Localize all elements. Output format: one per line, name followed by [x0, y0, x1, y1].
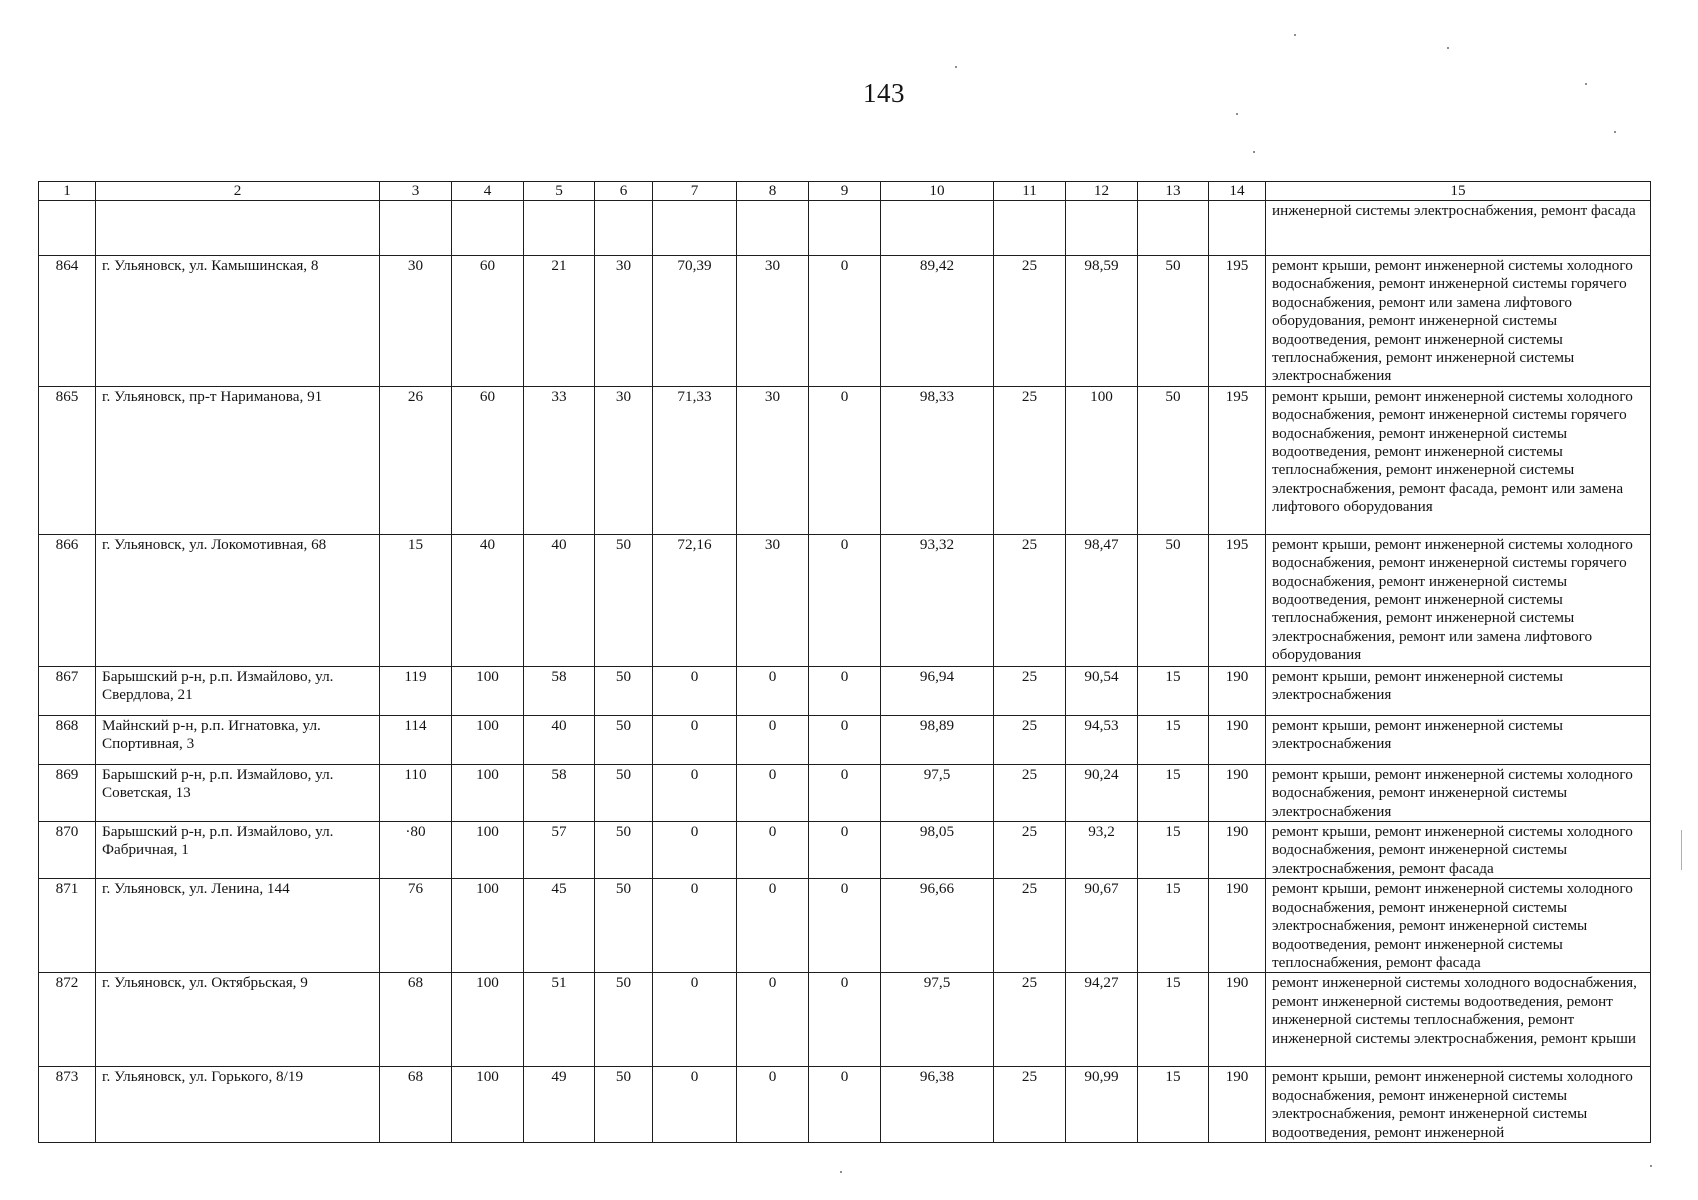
value-cell-c10: 98,89 [881, 715, 994, 764]
address-cell: г. Ульяновск, ул. Горького, 8/19 [96, 1067, 380, 1143]
value-cell-c14: 195 [1209, 256, 1266, 387]
works-list-cell: ремонт крыши, ремонт инженерной системы холодного водоснабжения, ремонт инженерной системы электроснабжения [1266, 764, 1651, 821]
value-cell-c12: 93,2 [1066, 822, 1138, 879]
value-cell-c3: 15 [380, 534, 452, 666]
value-cell-c9: 0 [809, 715, 881, 764]
value-cell-c14: 195 [1209, 534, 1266, 666]
value-cell-c6: 50 [595, 534, 653, 666]
value-cell-c6: 50 [595, 973, 653, 1067]
value-cell-c14: 190 [1209, 879, 1266, 973]
value-cell-c10: 93,32 [881, 534, 994, 666]
value-cell-c12: 90,99 [1066, 1067, 1138, 1143]
value-cell-c8: 0 [737, 715, 809, 764]
value-cell-c9: 0 [809, 256, 881, 387]
table-body [39, 182, 1651, 1143]
value-cell-c10: 98,05 [881, 822, 994, 879]
value-cell-c5: 58 [524, 764, 595, 821]
value-cell-c6: 50 [595, 1067, 653, 1143]
value-cell-c4: 100 [452, 764, 524, 821]
page-number: 143 [863, 78, 905, 108]
value-cell-c7: 0 [653, 666, 737, 715]
column-number-6: 6 [595, 182, 653, 201]
value-cell-c3: 76 [380, 879, 452, 973]
value-cell-c5: 40 [524, 715, 595, 764]
continuation-cell-empty [809, 201, 881, 256]
value-cell-c13: 15 [1138, 715, 1209, 764]
continuation-cell-empty [39, 201, 96, 256]
value-cell-c11: 25 [994, 973, 1066, 1067]
value-cell-c8: 30 [737, 534, 809, 666]
row-number-cell: 867 [39, 666, 96, 715]
row-number-cell: 872 [39, 973, 96, 1067]
value-cell-c9: 0 [809, 879, 881, 973]
works-list-cell: ремонт крыши, ремонт инженерной системы холодного водоснабжения, ремонт инженерной системы электроснабжения, ремонт инженерной системы водоотведения, ремонт инженерной [1266, 1067, 1651, 1143]
value-cell-c13: 15 [1138, 764, 1209, 821]
address-cell: г. Ульяновск, ул. Октябрьская, 9 [96, 973, 380, 1067]
column-number-3: 3 [380, 182, 452, 201]
scan-speck [1585, 83, 1587, 85]
scan-speck [840, 1171, 842, 1173]
capital-repair-register-table [38, 181, 1651, 1143]
value-cell-c5: 57 [524, 822, 595, 879]
value-cell-c14: 190 [1209, 666, 1266, 715]
value-cell-c9: 0 [809, 666, 881, 715]
value-cell-c3: ·80 [380, 822, 452, 879]
value-cell-c9: 0 [809, 534, 881, 666]
value-cell-c7: 0 [653, 715, 737, 764]
value-cell-c7: 0 [653, 1067, 737, 1143]
value-cell-c14: 195 [1209, 386, 1266, 534]
value-cell-c6: 50 [595, 879, 653, 973]
value-cell-c9: 0 [809, 973, 881, 1067]
table-row [39, 1067, 1651, 1143]
value-cell-c5: 58 [524, 666, 595, 715]
value-cell-c12: 94,27 [1066, 973, 1138, 1067]
column-number-15: 15 [1266, 182, 1651, 201]
value-cell-c7: 71,33 [653, 386, 737, 534]
value-cell-c8: 0 [737, 764, 809, 821]
continuation-cell-empty [1066, 201, 1138, 256]
continuation-cell-empty [881, 201, 994, 256]
column-number-14: 14 [1209, 182, 1266, 201]
row-number-cell: 871 [39, 879, 96, 973]
value-cell-c12: 90,54 [1066, 666, 1138, 715]
address-cell: Барышский р-н, р.п. Измайлово, ул. Свердлова, 21 [96, 666, 380, 715]
value-cell-c8: 0 [737, 822, 809, 879]
address-cell: Барышский р-н, р.п. Измайлово, ул. Фабричная, 1 [96, 822, 380, 879]
scan-speck [1447, 47, 1449, 49]
table-row [39, 666, 1651, 715]
works-list-cell: ремонт крыши, ремонт инженерной системы холодного водоснабжения, ремонт инженерной системы электроснабжения, ремонт фасада [1266, 822, 1651, 879]
value-cell-c3: 110 [380, 764, 452, 821]
continuation-row [39, 201, 1651, 256]
scan-speck [1614, 131, 1616, 133]
works-list-cell: ремонт крыши, ремонт инженерной системы холодного водоснабжения, ремонт инженерной системы горячего водоснабжения, ремонт или замена лифтового оборудования, ремонт инженерной системы водоотведения, ремонт инженерной системы теплоснабжения, ремонт инженерной системы электроснабжения [1266, 256, 1651, 387]
row-number-cell: 870 [39, 822, 96, 879]
continuation-cell-empty [1138, 201, 1209, 256]
value-cell-c7: 0 [653, 764, 737, 821]
table-row [39, 879, 1651, 973]
value-cell-c13: 50 [1138, 534, 1209, 666]
row-number-cell: 866 [39, 534, 96, 666]
address-cell: Майнский р-н, р.п. Игнатовка, ул. Спортивная, 3 [96, 715, 380, 764]
column-number-5: 5 [524, 182, 595, 201]
value-cell-c9: 0 [809, 822, 881, 879]
value-cell-c14: 190 [1209, 822, 1266, 879]
value-cell-c4: 100 [452, 715, 524, 764]
value-cell-c11: 25 [994, 764, 1066, 821]
value-cell-c6: 30 [595, 386, 653, 534]
value-cell-c12: 100 [1066, 386, 1138, 534]
value-cell-c5: 49 [524, 1067, 595, 1143]
value-cell-c3: 26 [380, 386, 452, 534]
continuation-works-cell: инженерной системы электроснабжения, ремонт фасада [1266, 201, 1651, 256]
value-cell-c4: 100 [452, 879, 524, 973]
value-cell-c7: 70,39 [653, 256, 737, 387]
value-cell-c4: 100 [452, 822, 524, 879]
works-list-cell: ремонт инженерной системы холодного водоснабжения, ремонт инженерной системы водоотведения, ремонт инженерной системы теплоснабжения, ремонт инженерной системы электроснабжения, ремонт крыши [1266, 973, 1651, 1067]
continuation-cell-empty [452, 201, 524, 256]
row-number-cell: 864 [39, 256, 96, 387]
value-cell-c6: 50 [595, 764, 653, 821]
value-cell-c14: 190 [1209, 764, 1266, 821]
address-cell: г. Ульяновск, ул. Локомотивная, 68 [96, 534, 380, 666]
row-number-cell: 873 [39, 1067, 96, 1143]
value-cell-c6: 30 [595, 256, 653, 387]
continuation-cell-empty [524, 201, 595, 256]
value-cell-c9: 0 [809, 764, 881, 821]
scan-speck [1294, 34, 1296, 36]
column-number-11: 11 [994, 182, 1066, 201]
value-cell-c11: 25 [994, 256, 1066, 387]
works-list-cell: ремонт крыши, ремонт инженерной системы холодного водоснабжения, ремонт инженерной системы горячего водоснабжения, ремонт инженерной системы водоотведения, ремонт инженерной системы теплоснабжения, ремонт инженерной системы электроснабжения, ремонт фасада, ремонт или замена лифтового оборудования [1266, 386, 1651, 534]
value-cell-c6: 50 [595, 715, 653, 764]
value-cell-c4: 100 [452, 973, 524, 1067]
value-cell-c8: 0 [737, 666, 809, 715]
value-cell-c6: 50 [595, 666, 653, 715]
value-cell-c3: 68 [380, 973, 452, 1067]
table-row [39, 822, 1651, 879]
value-cell-c4: 40 [452, 534, 524, 666]
value-cell-c9: 0 [809, 1067, 881, 1143]
value-cell-c5: 45 [524, 879, 595, 973]
value-cell-c5: 51 [524, 973, 595, 1067]
value-cell-c8: 0 [737, 879, 809, 973]
value-cell-c14: 190 [1209, 715, 1266, 764]
address-cell: г. Ульяновск, ул. Ленина, 144 [96, 879, 380, 973]
value-cell-c7: 72,16 [653, 534, 737, 666]
value-cell-c5: 33 [524, 386, 595, 534]
value-cell-c8: 0 [737, 973, 809, 1067]
continuation-cell-empty [96, 201, 380, 256]
column-number-8: 8 [737, 182, 809, 201]
scan-speck [1236, 113, 1238, 115]
address-cell: г. Ульяновск, пр-т Нариманова, 91 [96, 386, 380, 534]
value-cell-c13: 15 [1138, 822, 1209, 879]
value-cell-c10: 89,42 [881, 256, 994, 387]
value-cell-c13: 15 [1138, 879, 1209, 973]
value-cell-c12: 90,67 [1066, 879, 1138, 973]
works-list-cell: ремонт крыши, ремонт инженерной системы электроснабжения [1266, 666, 1651, 715]
continuation-cell-empty [994, 201, 1066, 256]
column-number-12: 12 [1066, 182, 1138, 201]
table-row [39, 386, 1651, 534]
value-cell-c4: 100 [452, 666, 524, 715]
value-cell-c10: 98,33 [881, 386, 994, 534]
value-cell-c11: 25 [994, 879, 1066, 973]
column-number-2: 2 [96, 182, 380, 201]
works-list-cell: ремонт крыши, ремонт инженерной системы холодного водоснабжения, ремонт инженерной системы горячего водоснабжения, ремонт инженерной системы водоотведения, ремонт инженерной системы теплоснабжения, ремонт инженерной системы электроснабжения, ремонт или замена лифтового оборудования [1266, 534, 1651, 666]
value-cell-c11: 25 [994, 666, 1066, 715]
scan-speck [955, 66, 957, 68]
value-cell-c13: 15 [1138, 973, 1209, 1067]
continuation-cell-empty [737, 201, 809, 256]
column-number-1: 1 [39, 182, 96, 201]
continuation-cell-empty [653, 201, 737, 256]
value-cell-c3: 68 [380, 1067, 452, 1143]
row-number-cell: 869 [39, 764, 96, 821]
value-cell-c3: 30 [380, 256, 452, 387]
table-row [39, 256, 1651, 387]
value-cell-c3: 114 [380, 715, 452, 764]
value-cell-c14: 190 [1209, 1067, 1266, 1143]
table-row [39, 534, 1651, 666]
value-cell-c13: 15 [1138, 666, 1209, 715]
value-cell-c14: 190 [1209, 973, 1266, 1067]
value-cell-c6: 50 [595, 822, 653, 879]
value-cell-c7: 0 [653, 973, 737, 1067]
scan-speck [1681, 830, 1682, 870]
value-cell-c8: 30 [737, 256, 809, 387]
value-cell-c10: 96,38 [881, 1067, 994, 1143]
column-number-13: 13 [1138, 182, 1209, 201]
value-cell-c4: 100 [452, 1067, 524, 1143]
table-row [39, 715, 1651, 764]
continuation-cell-empty [595, 201, 653, 256]
value-cell-c5: 21 [524, 256, 595, 387]
table-row [39, 973, 1651, 1067]
address-cell: г. Ульяновск, ул. Камышинская, 8 [96, 256, 380, 387]
value-cell-c13: 50 [1138, 386, 1209, 534]
value-cell-c11: 25 [994, 386, 1066, 534]
value-cell-c12: 98,59 [1066, 256, 1138, 387]
scan-speck [1253, 151, 1255, 153]
continuation-cell-empty [1209, 201, 1266, 256]
value-cell-c7: 0 [653, 822, 737, 879]
value-cell-c12: 90,24 [1066, 764, 1138, 821]
value-cell-c10: 97,5 [881, 764, 994, 821]
scan-speck [1650, 1165, 1652, 1167]
value-cell-c10: 96,66 [881, 879, 994, 973]
value-cell-c11: 25 [994, 715, 1066, 764]
column-number-7: 7 [653, 182, 737, 201]
row-number-cell: 868 [39, 715, 96, 764]
value-cell-c5: 40 [524, 534, 595, 666]
value-cell-c13: 15 [1138, 1067, 1209, 1143]
continuation-cell-empty [380, 201, 452, 256]
value-cell-c3: 119 [380, 666, 452, 715]
address-cell: Барышский р-н, р.п. Измайлово, ул. Советская, 13 [96, 764, 380, 821]
value-cell-c4: 60 [452, 256, 524, 387]
value-cell-c4: 60 [452, 386, 524, 534]
value-cell-c13: 50 [1138, 256, 1209, 387]
value-cell-c11: 25 [994, 822, 1066, 879]
value-cell-c11: 25 [994, 534, 1066, 666]
column-number-4: 4 [452, 182, 524, 201]
value-cell-c8: 0 [737, 1067, 809, 1143]
value-cell-c8: 30 [737, 386, 809, 534]
value-cell-c12: 98,47 [1066, 534, 1138, 666]
value-cell-c9: 0 [809, 386, 881, 534]
value-cell-c12: 94,53 [1066, 715, 1138, 764]
value-cell-c7: 0 [653, 879, 737, 973]
column-number-9: 9 [809, 182, 881, 201]
value-cell-c10: 96,94 [881, 666, 994, 715]
value-cell-c10: 97,5 [881, 973, 994, 1067]
works-list-cell: ремонт крыши, ремонт инженерной системы холодного водоснабжения, ремонт инженерной системы электроснабжения, ремонт инженерной системы водоотведения, ремонт инженерной системы теплоснабжения, ремонт фасада [1266, 879, 1651, 973]
column-number-10: 10 [881, 182, 994, 201]
column-number-row [39, 182, 1651, 201]
row-number-cell: 865 [39, 386, 96, 534]
value-cell-c11: 25 [994, 1067, 1066, 1143]
table-row [39, 764, 1651, 821]
works-list-cell: ремонт крыши, ремонт инженерной системы электроснабжения [1266, 715, 1651, 764]
